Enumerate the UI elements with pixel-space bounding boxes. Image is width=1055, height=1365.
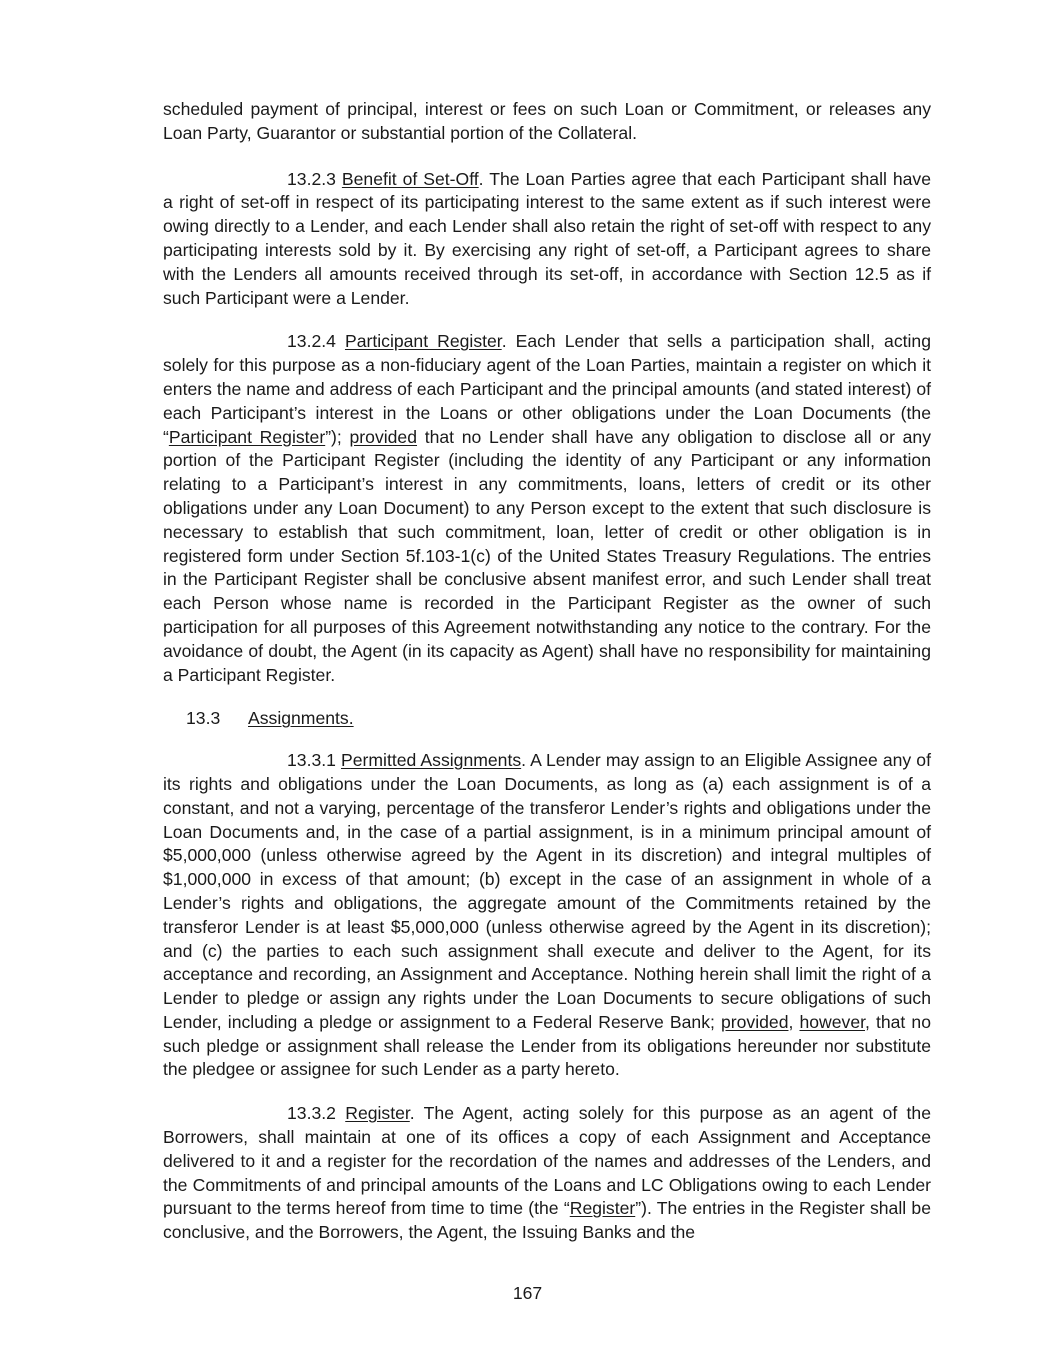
paragraph-text: that no Lender shall have any obligation to disclose all or any portion of the Participant Register (including the identity of any Participant or any information relating to a Participant’s interest in any commitments, loans, letters of credit or its other obligations under any Loan Document) to any Person except to the extent that such disclosure is necessary to establish that such commitment, loan, letter of credit or other obligation is in registered form under Section 5f.103-1(c) of the United States Treasury Regulations. The entries in the Participant Register shall be conclusive absent manifest error, and such Lender shall treat each Person whose name is recorded in the Participant Register as the owner of such participation for all purposes of this Agreement notwithstanding any notice to the contrary. For the avoidance of doubt, the Agent (in its capacity as Agent) shall have no responsibility for maintaining a Participant Register.	[163, 426, 931, 685]
document-page	[163, 98, 931, 1265]
paragraph-heading: Benefit of Set-Off	[341, 168, 479, 189]
defined-term: Register	[569, 1198, 636, 1219]
page-number: 167	[512, 1283, 543, 1303]
paragraph-text: scheduled payment of principal, interest or fees on such Loan or Commitment, or releases any Loan Party, Guarantor or substantial portion of the Collateral.	[163, 99, 931, 143]
section-heading-13-3	[163, 707, 931, 731]
however-term: however	[799, 1011, 865, 1032]
paragraph-13-2-3	[163, 168, 931, 311]
paragraph-text: . Each Lender that sells a participation shall, acting solely for this purpose as a non-fiduciary agent of the Loan Parties, maintain a register on which it enters the name and address of each Participant and the principal amounts (and stated interest) of each Participant’s interest in the Loans or other obligations under the Loan Documents (the “	[163, 331, 932, 447]
section-title: Assignments.	[248, 708, 354, 729]
paragraph-number: 13.3.1	[287, 750, 336, 771]
proviso-term: provided	[720, 1011, 789, 1032]
paragraph-text: . The Loan Parties agree that each Participant shall have a right of set-off in respect of its participating interest to the same extent as if such interest were owing directly to a Lender, and each Lender shall also retain the right of set-off with respect to any participating interests sold by it. By exercising any right of set-off, a Participant agrees to share with the Lenders all amounts received through its set-off, in accordance with Section 12.5 as if such Participant were a Lender.	[163, 168, 932, 308]
paragraph-13-3-1	[163, 749, 931, 1082]
section-number: 13.3	[186, 708, 221, 729]
paragraph-heading: Participant Register	[344, 331, 502, 352]
paragraph-continuation	[163, 98, 931, 146]
paragraph-text: . A Lender may assign to an Eligible Assignee any of its rights and obligations under the Loan Documents, as long as (a) each assignment is of a constant, and not a varying, percentage of the transferor Lender’s rights and obligations under the Loan Documents and, in the case of a partial assignment, is in a minimum principal amount of $5,000,000 (unless otherwise agreed by the Agent in its discretion) and integral multiples of $1,000,000 in excess of that amount; (b) except in the case of an assignment in whole of a Lender’s rights and obligations, the aggregate amount of the Commitments retained by the transferor Lender is at least $5,000,000 (unless otherwise agreed by the Agent in its discretion); and (c) the parties to each such assignment shall execute and deliver to the Agent, for its acceptance and recording, an Assignment and Acceptance. Nothing herein shall limit the right of a Lender to pledge or assign any rights under the Loan Documents to secure obligations of such Lender, including a pledge or assignment to a Federal Reserve Bank;	[163, 750, 931, 1032]
defined-term: Participant Register	[168, 426, 326, 447]
paragraph-number: 13.2.4	[287, 331, 336, 352]
paragraph-text: ”);	[325, 426, 350, 447]
paragraph-number: 13.3.2	[287, 1103, 336, 1124]
paragraph-text: , that no such pledge or assignment shall release the Lender from its obligations hereunder nor substitute the pledgee or assignee for such Lender as a party hereto.	[163, 1011, 931, 1080]
paragraph-text: . The Agent, acting solely for this purpose as an agent of the Borrowers, shall maintain at one of its offices a copy of each Assignment and Acceptance delivered to it and a register for the recordation of the names and addresses of the Lenders, and the Commitments of and principal amounts of the Loans and LC Obligations owing to each Lender pursuant to the terms hereof from time to time (the “	[163, 1103, 931, 1219]
paragraph-text: ,	[788, 1011, 800, 1032]
proviso-term: provided	[349, 426, 418, 447]
paragraph-number: 13.2.3	[287, 168, 336, 189]
paragraph-text: ”). The entries in the Register shall be conclusive, and the Borrowers, the Agent, the Issuing Banks and the	[163, 1198, 931, 1243]
paragraph-heading: Permitted Assignments	[341, 750, 522, 771]
paragraph-heading: Register	[345, 1103, 410, 1124]
paragraph-13-2-4	[163, 330, 931, 687]
paragraph-13-3-2	[163, 1102, 931, 1245]
